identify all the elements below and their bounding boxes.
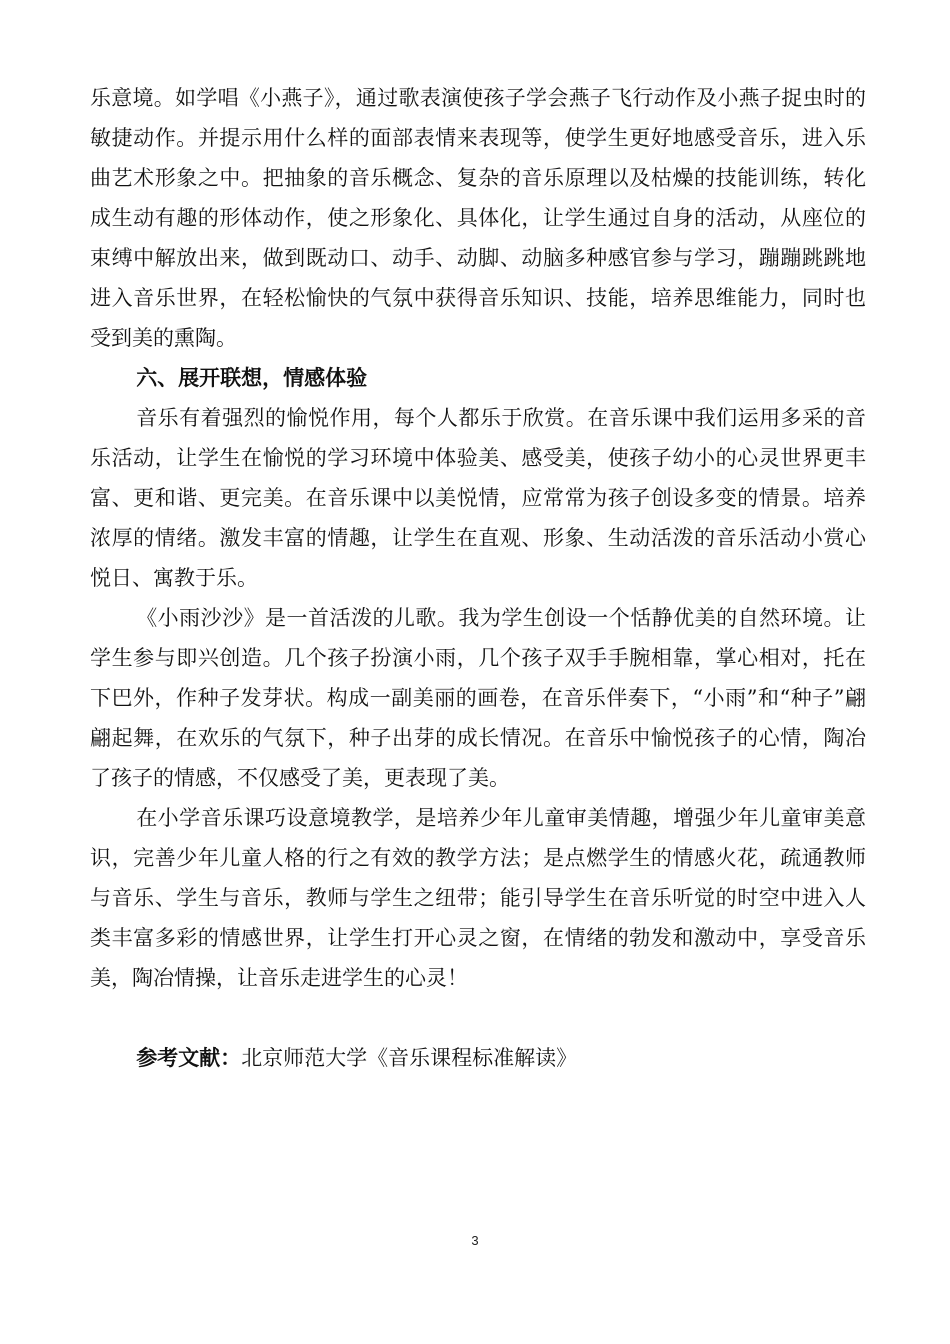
document-body <box>90 78 866 1078</box>
section-heading: 六、展开联想，情感体验 <box>136 366 368 390</box>
reference-text: 北京师范大学《音乐课程标准解读》 <box>241 1046 578 1070</box>
paragraph: 在小学音乐课巧设意境教学，是培养少年儿童审美情趣，增强少年儿童审美意识，完善少年儿童人格的行之有效的教学方法；是点燃学生的情感火花，疏通教师与音乐、学生与音乐，教师与学生之纽带；能引导学生在音乐听觉的时空中进入人类丰富多彩的情感世界，让学生打开心灵之窗，在情绪的勃发和激动中，享受音乐美，陶冶情操，让音乐走进学生的心灵！ <box>90 806 866 990</box>
page-number: 3 <box>471 1233 479 1248</box>
reference-line <box>90 1038 866 1078</box>
blank-line <box>90 998 866 1038</box>
paragraph-continued: 乐意境。如学唱《小燕子》，通过歌表演使孩子学会燕子飞行动作及小燕子捉虫时的敏捷动作。并提示用什么样的面部表情来表现等，使学生更好地感受音乐，进入乐曲艺术形象之中。把抽象的音乐概念、复杂的音乐原理以及枯燥的技能训练，转化成生动有趣的形体动作，使之形象化、具体化，让学生通过自身的活动，从座位的束缚中解放出来，做到既动口、动手、动脚、动脑多种感官参与学习，蹦蹦跳跳地进入音乐世界，在轻松愉快的气氛中获得音乐知识、技能，培养思维能力，同时也受到美的熏陶。 <box>90 86 866 350</box>
reference-label: 参考文献： <box>136 1046 242 1070</box>
paragraph: 《小雨沙沙》是一首活泼的儿歌。我为学生创设一个恬静优美的自然环境。让学生参与即兴创造。几个孩子扮演小雨，几个孩子双手手腕相靠，掌心相对，托在下巴外，作种子发芽状。构成一副美丽的画卷，在音乐伴奏下，“小雨”和“种子”翩翩起舞，在欢乐的气氛下，种子出芽的成长情况。在音乐中愉悦孩子的心情，陶冶了孩子的情感，不仅感受了美，更表现了美。 <box>90 606 866 790</box>
paragraph: 音乐有着强烈的愉悦作用，每个人都乐于欣赏。在音乐课中我们运用多采的音乐活动，让学生在愉悦的学习环境中体验美、感受美，使孩子幼小的心灵世界更丰富、更和谐、更完美。在音乐课中以美悦情，应常常为孩子创设多变的情景。培养浓厚的情绪。激发丰富的情趣，让学生在直观、形象、生动活泼的音乐活动小赏心悦日、寓教于乐。 <box>90 406 866 590</box>
